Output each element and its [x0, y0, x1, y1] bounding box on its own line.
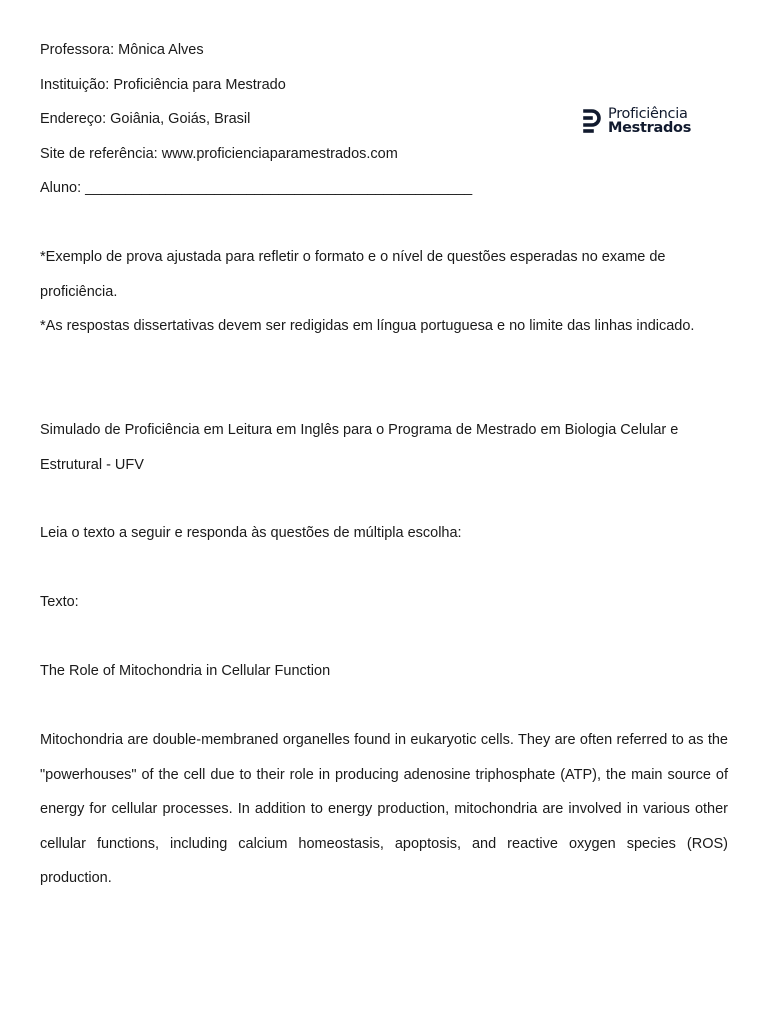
instruction-line: Leia o texto a seguir e responda às questões de múltipla escolha:: [40, 525, 462, 541]
text-paragraph: Mitochondria are double-membraned organelles found in eukaryotic cells. They are often referred to as the "powerhouses" of the cell due to their role in producing adenosine triphosphate (ATP), the main source of energy for cellular processes. In addition to energy production, mitochondria are involved in various other cellular functions, including calcium homeostasis, apoptosis, and reactive oxygen species (ROS) production.: [40, 732, 728, 886]
institution-line: Instituição: Proficiência para Mestrado: [40, 77, 286, 93]
exam-title: Simulado de Proficiência em Leitura em Inglês para o Programa de Mestrado em Biologia Celular e Estrutural - UFV: [40, 422, 679, 473]
student-line: Aluno: ________________________________________________: [40, 180, 473, 196]
address-line: Endereço: Goiânia, Goiás, Brasil: [40, 111, 251, 127]
text-title: The Role of Mitochondria in Cellular Function: [40, 663, 331, 679]
note-format: *Exemplo de prova ajustada para refletir o formato e o nível de questões esperadas no exame de proficiência.: [40, 249, 666, 300]
text-label: Texto:: [40, 594, 79, 610]
brand-logo: [582, 105, 722, 137]
reference-site-line: Site de referência: www.proficienciaparamestrados.com: [40, 146, 398, 162]
logo-line-1: Proficiência: [608, 106, 688, 122]
logo-line-2: Mestrados: [608, 120, 692, 136]
logo-mark-icon: [582, 107, 602, 135]
logo-text: [608, 107, 691, 135]
note-language: *As respostas dissertativas devem ser redigidas em língua portuguesa e no limite das linhas indicado.: [40, 318, 695, 334]
professor-line: Professora: Mônica Alves: [40, 42, 204, 58]
